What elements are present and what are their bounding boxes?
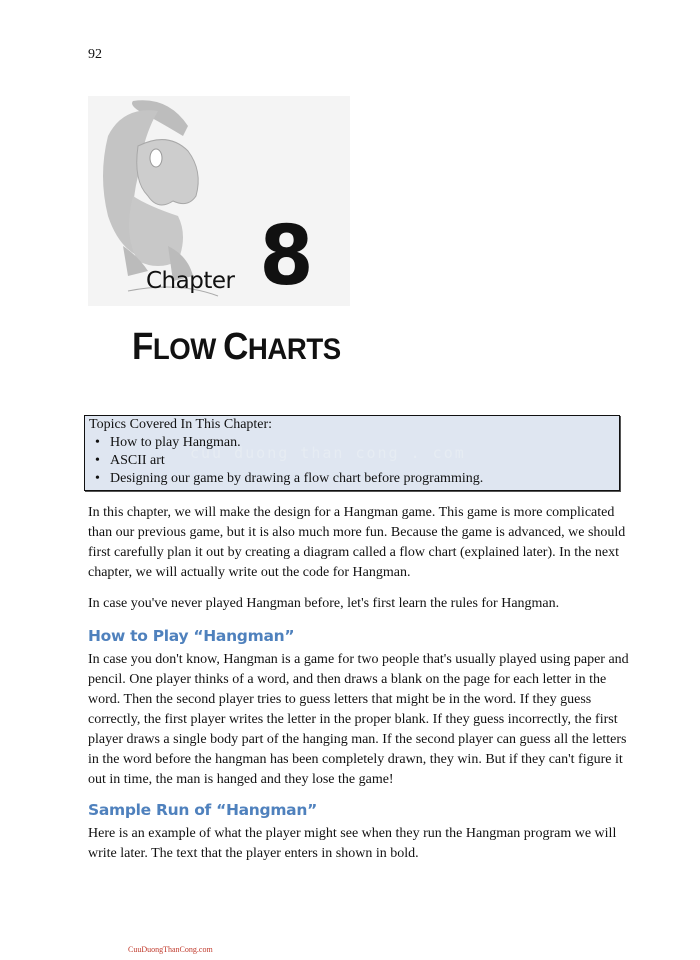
title-part: LOW [152,333,224,366]
section-heading: How to Play “Hangman” [88,627,295,645]
list-item-text: Designing our game by drawing a flow chart before programming. [110,471,484,486]
chapter-title [132,328,341,366]
title-initial: C [223,326,248,368]
sample-run-paragraph [88,824,616,864]
chapter-number: 8 [259,209,314,304]
intro-paragraph [88,503,625,583]
text-line: out in time, the man is hanged and they lose the game! [88,772,394,787]
text-line: chapter, we will actually write out the code for Hangman. [88,565,411,580]
text-line: In case you don't know, Hangman is a game for two people that's usually played using paper and [88,652,629,667]
text-line: than our previous game, but it is also much more fun. Because the game is advanced, we should [88,525,626,540]
watermark: cuu duong than cong . com [190,444,466,462]
topics-heading: Topics Covered In This Chapter: [89,417,273,432]
footer-link[interactable]: CuuDuongThanCong.com [128,945,213,954]
list-item [85,470,619,488]
list-item-text: ASCII art [110,453,165,468]
text-line: In case you've never played Hangman before, let's first learn the rules for Hangman. [88,596,560,611]
intro-paragraph-2 [88,594,559,614]
section-heading: Sample Run of “Hangman” [88,801,317,819]
title-part: HARTS [247,333,341,366]
bullet: • [95,435,100,450]
chapter-label: Chapter [146,268,235,294]
text-line: Here is an example of what the player might see when they run the Hangman program we will [88,826,617,841]
text-line: word. Then the second player tries to guess letters that might be in the word. If they guess [88,692,592,707]
text-line: correctly, the first player writes the letter in the proper blank. If they guess incorrectly, the first [88,712,618,727]
list-item-text: How to play Hangman. [110,435,241,450]
text-line: write later. The text that the player enters in shown in bold. [88,846,419,861]
text-line: In this chapter, we will make the design for a Hangman game. This game is more complicated [88,505,615,520]
rules-paragraph [88,650,629,790]
bullet: • [95,471,100,486]
text-line: pencil. One player thinks of a word, and then draws a blank on the page for each letter in the [88,672,607,687]
text-line: player draws a single body part of the hanging man. If the second player can guess all the letters [88,732,627,747]
page-number: 92 [88,47,102,62]
text-line: in the word before the hangman has been completely drawn, they win. But if they can't figure it [88,752,623,767]
bullet: • [95,453,100,468]
chapter-illustration [88,96,350,306]
text-line: first carefully plan it out by creating a diagram called a flow chart (explained later). In the next [88,545,619,560]
title-initial: F [132,326,153,368]
